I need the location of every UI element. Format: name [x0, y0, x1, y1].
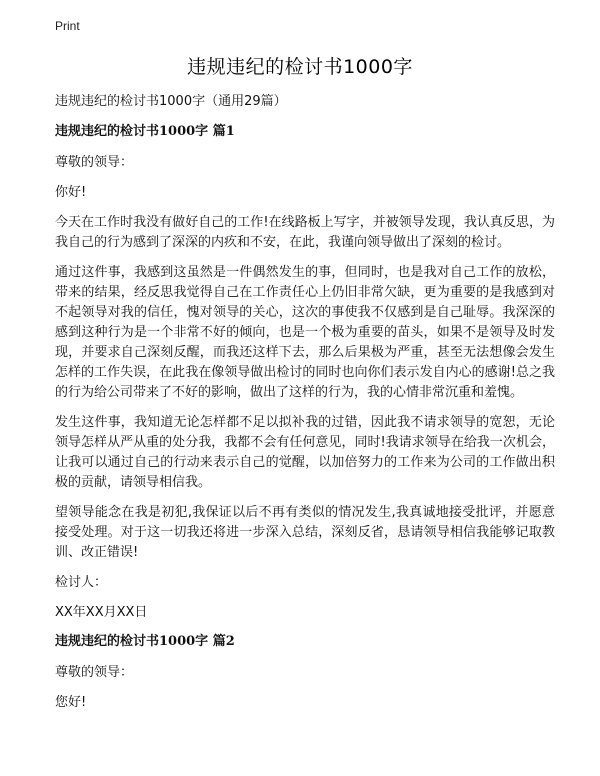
paragraph: 通过这件事，我感到这虽然是一件偶然发生的事，但同时，也是我对自己工作的放松，带来的结果，经反思我觉得自己在工作责任心上仍旧非常欠缺，更为重要的是我感到对不起领导对我的信任，愧对领导的关心，这次的事使我不仅感到是自己耻辱。我深深的感到这种行为是一个非常不好的倾向，也是一个极为重要的苗头，如果不是领导及时发现，并要求自己深刻反醒，而我还这样下去，那么后果极为严重，甚至无法想像会发生怎样的工作失误，在此我在像领导做出检讨的同时也向你们表示发自内心的感谢!总之我的行为给公司带来了不好的影响，做出了这样的行为，我的心情非常沉重和羞愧。 — [55, 265, 555, 400]
paragraph: 发生这件事，我知道无论怎样都不足以拟补我的过错，因此我不请求领导的宽恕，无论领导怎样从严从重的处分我，我都不会有任何意见，同时!我请求领导在给我一次机会，让我可以通过自己的行动来表示自己的觉醒，以加倍努力的工作来为公司的工作做出积极的贡献，请领导相信我。 — [55, 415, 555, 490]
document-title: 违规违纪的检讨书1000字 — [187, 56, 413, 78]
document-body — [55, 93, 555, 723]
greeting: 你好! — [55, 185, 87, 200]
salutation: 尊敬的领导： — [55, 155, 134, 170]
signer-label: 检讨人： — [55, 575, 108, 590]
document-subtitle: 违规违纪的检讨书1000字（通用29篇） — [55, 94, 287, 109]
greeting: 您好! — [55, 695, 87, 710]
paragraph: 望领导能念在我是初犯,我保证以后不再有类似的情况发生,我真诚地接受批评，并愿意接受处理。对于这一切我还将进一步深入总结，深刻反省，恳请领导相信我能够记取教训、改正错误! — [55, 505, 555, 560]
section-heading-1: 违规违纪的检讨书1000字 篇1 — [55, 124, 235, 139]
paragraph: 今天在工作时我没有做好自己的工作!在线路板上写字，并被领导发现，我认真反思，为我自己的行为感到了深深的内疚和不安，在此，我谨向领导做出了深刻的检讨。 — [55, 215, 555, 250]
signature-date: XX年XX月XX日 — [55, 605, 148, 620]
salutation: 尊敬的领导： — [55, 665, 134, 680]
print-label: Print — [55, 19, 80, 33]
section-heading-2: 违规违纪的检讨书1000字 篇2 — [55, 634, 235, 649]
